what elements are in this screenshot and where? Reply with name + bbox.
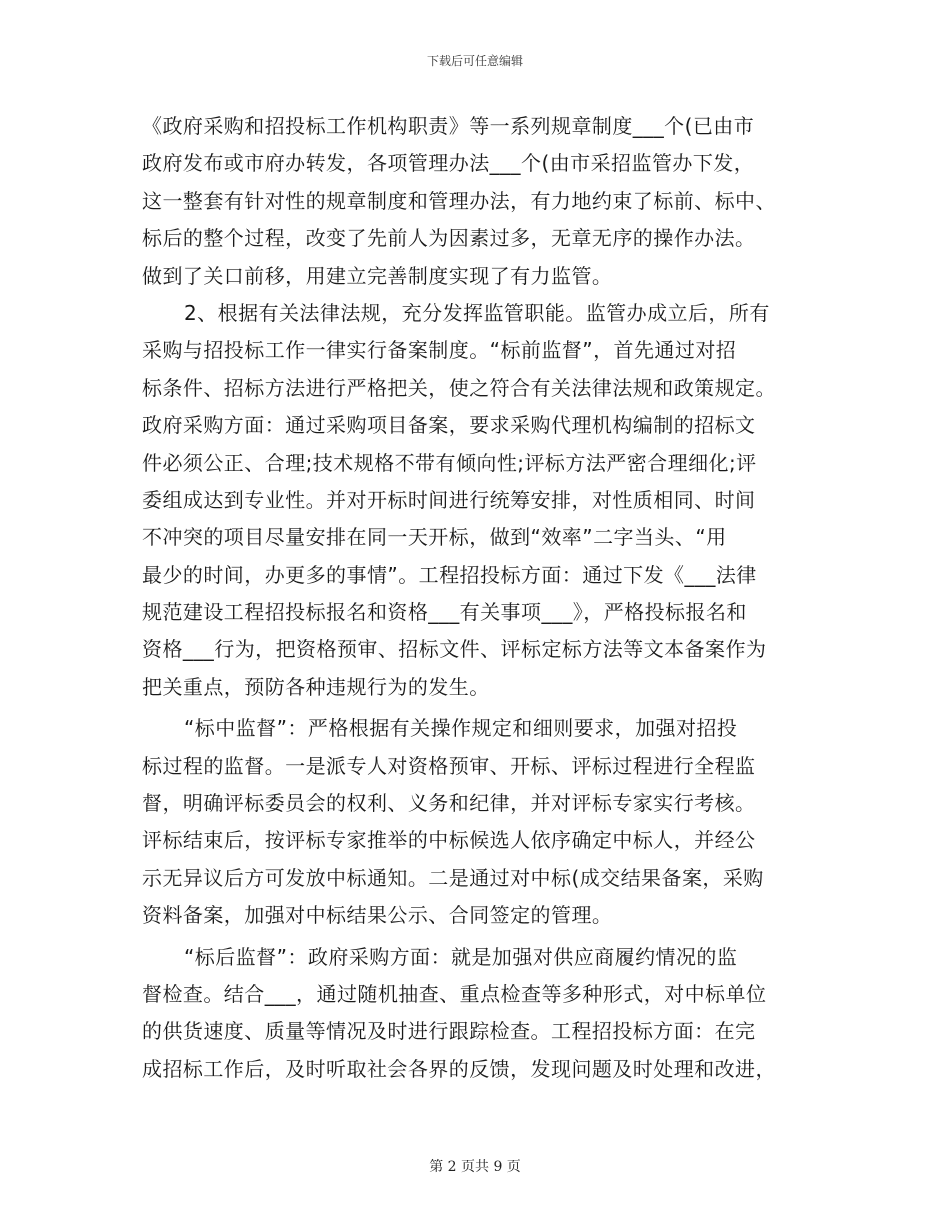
text-line: 资格___行为，把资格预审、招标文件、评标定标方法等文本备案作为 xyxy=(142,637,767,662)
page-header: 下载后可任意编辑 xyxy=(426,54,523,68)
text-line: 评标结束后，按评标专家推举的中标候选人依序确定中标人，并经公 xyxy=(142,828,756,853)
text-line: 规范建设工程招投标报名和资格___有关事项___》，严格投标报名和 xyxy=(142,600,747,625)
text-line: 委组成达到专业性。并对开标时间进行统筹安排，对性质相同、时间 xyxy=(142,487,756,512)
text-line: 标条件、招标方法进行严格把关，使之符合有关法律法规和政策规定。 xyxy=(142,375,776,400)
text-line: 2、根据有关法律法规，充分发挥监管职能。监管办成立后，所有 xyxy=(184,300,770,325)
text-line: 标后的整个过程，改变了先前人为因素过多，无章无序的操作办法。 xyxy=(142,226,756,251)
text-line: 政府发布或市府办转发，各项管理办法___个(由市采招监管办下发， xyxy=(142,151,755,176)
text-line: “标后监督”：政府采购方面：就是加强对供应商履约情况的监 xyxy=(184,944,738,969)
paragraph-4 xyxy=(142,939,808,1089)
text-line: 政府采购方面：通过采购项目备案，要求采购代理机构编制的招标文 xyxy=(142,413,756,438)
paragraph-2 xyxy=(142,295,808,706)
page-footer: 第 2 页共 9 页 xyxy=(429,1159,521,1175)
text-line: 示无异议后方可发放中标通知。二是通过对中标(成交结果备案，采购 xyxy=(142,865,764,890)
text-line: 标过程的监督。一是派专人对资格预审、开标、评标过程进行全程监 xyxy=(142,753,756,778)
text-line: 资料备案，加强对中标结果公示、合同签定的管理。 xyxy=(142,903,613,928)
text-line: 采购与招投标工作一律实行备案制度。“标前监督”，首先通过对招 xyxy=(142,338,737,363)
paragraph-1 xyxy=(142,108,808,295)
text-line: 最少的时间，办更多的事情”。工程招投标方面：通过下发《___法律 xyxy=(142,562,757,587)
text-line: 件必须公正、合理;技术规格不带有倾向性;评标方法严密合理细化;评 xyxy=(142,450,757,475)
text-line: “标中监督”：严格根据有关操作规定和细则要求，加强对招投 xyxy=(184,716,738,741)
text-line: 把关重点，预防各种违规行为的发生。 xyxy=(142,674,490,699)
text-line: 做到了关口前移，用建立完善制度实现了有力监管。 xyxy=(142,263,613,288)
text-line: 《政府采购和招投标工作机构职责》等一系列规章制度___个(已由市 xyxy=(142,114,755,138)
text-line: 督检查。结合___，通过随机抽查、重点检查等多种形式，对中标单位 xyxy=(142,981,767,1006)
paragraph-3 xyxy=(142,710,808,934)
document-body xyxy=(142,108,808,1088)
text-line: 不冲突的项目尽量安排在同一天开标，做到“效率”二字当头、“用 xyxy=(142,525,727,550)
text-line: 督，明确评标委员会的权利、义务和纪律，并对评标专家实行考核。 xyxy=(142,791,756,816)
text-line: 的供货速度、质量等情况及时进行跟踪检查。工程招投标方面：在完 xyxy=(142,1019,756,1044)
text-line: 这一整套有针对性的规章制度和管理办法，有力地约束了标前、标中、 xyxy=(142,188,776,213)
text-line: 成招标工作后，及时听取社会各界的反馈，发现问题及时处理和改进， xyxy=(142,1056,776,1081)
